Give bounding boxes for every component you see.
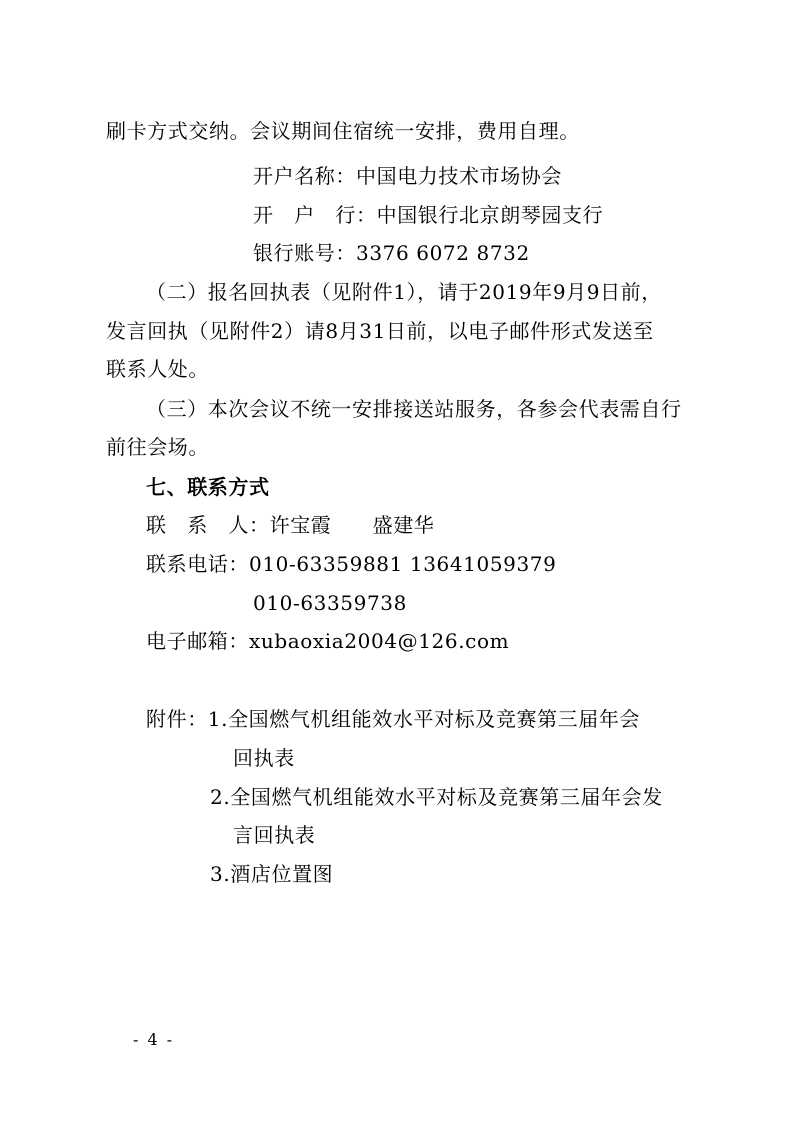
paragraph-line: 刷卡方式交纳。会议期间住宿统一安排，费用自理。 [106,119,580,143]
attachment-3: 3.酒店位置图 [210,862,334,886]
page-number: - 4 - [133,1030,175,1049]
attachment-2-line1: 2.全国燃气机组能效水平对标及竞赛第三届年会发 [210,785,663,809]
contact-phone: 联系电话：010-63359881 13641059379 [146,552,557,576]
attachment-1-line2: 回执表 [233,746,295,770]
item2-line3: 联系人处。 [106,357,209,381]
attachment-1-line1: 附件：1.全国燃气机组能效水平对标及竞赛第三届年会 [146,707,641,731]
account-name-line: 开户名称：中国电力技术市场协会 [253,164,562,188]
item2-line1: （二）报名回执表（见附件1），请于2019年9月9日前， [146,280,662,304]
contact-email: 电子邮箱：xubaoxia2004@126.com [146,629,510,653]
account-number-line: 银行账号：3376 6072 8732 [253,241,530,265]
contact-persons: 联 系 人：许宝霞 盛建华 [146,513,435,537]
attachment-2-line2: 言回执表 [233,823,316,847]
contact-phone-2: 010-63359738 [253,591,407,615]
item3-line1: （三）本次会议不统一安排接送站服务，各参会代表需自行 [146,397,682,421]
item3-line2: 前往会场。 [106,435,209,459]
contact-heading: 七、联系方式 [146,475,270,499]
item2-line2: 发言回执（见附件2）请8月31日前，以电子邮件形式发送至 [106,319,654,343]
account-bank-line: 开 户 行：中国银行北京朗琴园支行 [253,203,604,227]
